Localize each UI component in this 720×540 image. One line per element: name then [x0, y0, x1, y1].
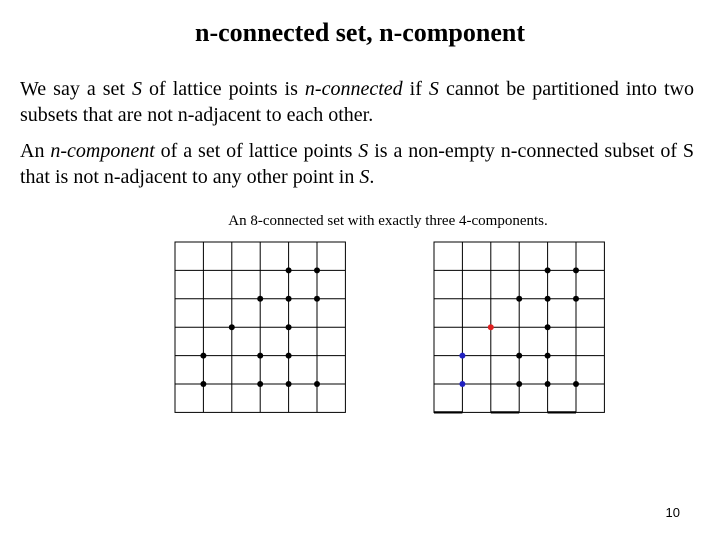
lattice-point: [286, 353, 292, 359]
text-segment: of lattice points is: [142, 78, 305, 100]
figure-caption: An 8-connected set with exactly three 4-components.: [228, 213, 548, 229]
lattice-point: [545, 353, 551, 359]
lattice-point: [573, 296, 579, 302]
lattice-point: [516, 353, 522, 359]
lattice-point: [516, 296, 522, 302]
page-number: 10: [665, 505, 680, 520]
lattice-point: [257, 381, 263, 387]
text-segment: n-component: [50, 140, 155, 162]
lattice-point: [314, 296, 320, 302]
lattice-point: [573, 267, 579, 273]
lattice-point: [573, 381, 579, 387]
text-segment: We say a set: [20, 78, 133, 100]
lattice-point: [314, 267, 320, 273]
lattice-point: [545, 381, 551, 387]
lattice-point: [286, 324, 292, 330]
lattice-point: [459, 381, 465, 387]
text-segment: of a set of lattice points: [154, 140, 359, 162]
slide-title: n-connected set, n-component: [194, 18, 526, 47]
text-segment: S: [358, 140, 369, 162]
lattice-point: [314, 381, 320, 387]
lattice-point: [257, 353, 263, 359]
text-segment: if: [402, 78, 429, 100]
lattice-point: [545, 324, 551, 330]
lattice-point: [516, 381, 522, 387]
lattice-point: [257, 296, 263, 302]
lattice-point: [286, 296, 292, 302]
lattice-point: [200, 353, 206, 359]
lattice-point: [200, 381, 206, 387]
lattice-right: [434, 242, 604, 412]
lattice-point: [545, 267, 551, 273]
lattice-point: [286, 381, 292, 387]
lattice-point: [459, 353, 465, 359]
text-segment: cannot be partitioned into two subsets that are not n-adjacent to each other.: [20, 78, 694, 126]
text-segment: .: [369, 166, 375, 188]
text-segment: is a non-empty n-connected subset of S that is not n-adjacent to any other point in: [20, 140, 695, 188]
text-segment: S: [428, 78, 439, 100]
text-segment: S: [132, 78, 143, 100]
lattice-left: [175, 242, 345, 412]
lattice-point: [229, 324, 235, 330]
lattice-point: [286, 267, 292, 273]
text-segment: S: [359, 166, 370, 188]
lattice-point: [545, 296, 551, 302]
text-segment: n-connected: [304, 78, 403, 100]
lattice-point: [488, 324, 494, 330]
text-segment: An: [20, 140, 51, 162]
